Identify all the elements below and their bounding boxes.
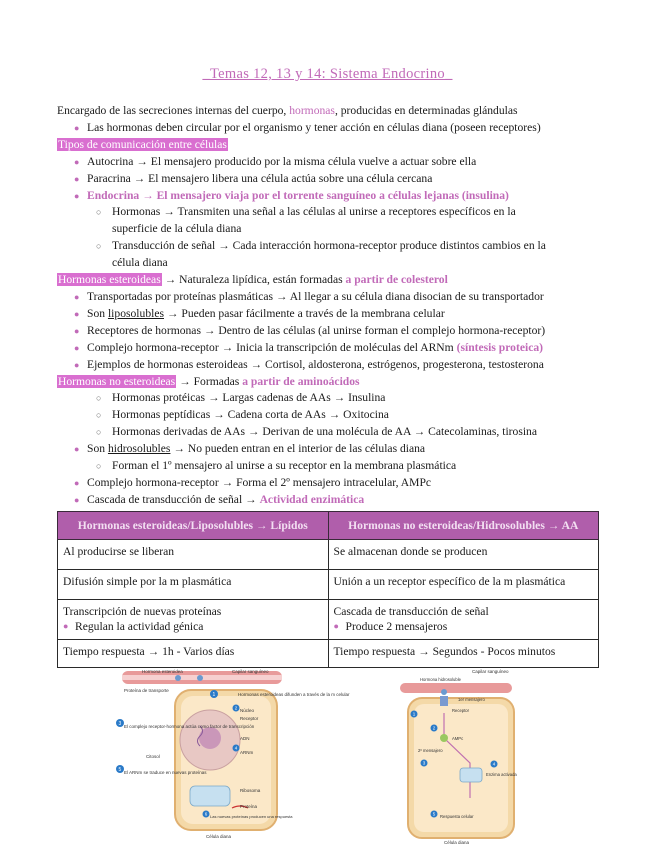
hollow-bullet-icon: ○	[96, 241, 102, 252]
list-item-text: Son	[87, 442, 108, 456]
list-item-text: Hormonas protéicas → Largas cadenas de AAs → Insulina	[112, 391, 386, 405]
list-item-text: Paracrina → El mensajero libera una célula actúa sobre una célula cercana	[87, 171, 433, 185]
list-item-text: Endocrina → El mensajero viaja por el torrente sanguíneo a células lejanas (insulina)	[87, 188, 509, 202]
step-number: 1	[412, 711, 416, 717]
intro-text: Encargado de las secreciones internas del cuerpo,	[57, 104, 290, 117]
heading-emph: a partir de colesterol	[345, 273, 448, 287]
fig1-label-proteina2: Proteína	[240, 804, 258, 809]
heading-text: Hormonas no esteroideas	[58, 374, 176, 388]
heading-emph: a partir de aminoácidos	[242, 374, 360, 388]
fig1-label-capilar: Capilar sanguíneo	[232, 669, 269, 674]
camp-dot	[440, 734, 448, 742]
intro-highlight: hormonas	[289, 104, 335, 117]
table-cell: Al producirse se liberan	[58, 540, 329, 570]
list-item-text: → Pueden pasar fácilmente a través de la membrana celular	[164, 306, 445, 320]
cell-cytoplasm	[414, 704, 508, 832]
fig2-label-top: Capilar sanguíneo	[472, 669, 509, 674]
cell-bullet-item	[334, 619, 594, 634]
fig1-label-adn: ADN	[240, 736, 250, 741]
table-cell: Difusión simple por la m plasmática	[58, 570, 329, 600]
hollow-bullet-icon: ○	[96, 427, 102, 438]
emph-text: Actividad enzimática	[259, 492, 365, 506]
hollow-bullet-icon: ○	[96, 393, 102, 404]
fig1-label-arnm-traduce: El ARNm se traduce en nuevas proteínas	[124, 770, 207, 775]
bullet-icon: ●	[74, 122, 80, 133]
step-number: 4	[234, 745, 238, 751]
bullet-icon: ●	[74, 477, 80, 488]
section-heading-steroid	[57, 272, 602, 289]
fig1-label-difunden: Hormonas esteroideas difunden a través de la m celular	[238, 692, 350, 697]
list-item-text: Transducción de señal → Cada interacción hormona-receptor produce distintos cambios en la	[112, 239, 546, 253]
step-number: 5	[118, 766, 122, 773]
table-cell: Se almacenan donde se producen	[328, 540, 599, 570]
list-item-text: Transportadas por proteínas plasmáticas → Al llegar a su célula diana disocian de su transportador	[87, 289, 544, 303]
fig2-label-celula: Célula diana	[444, 840, 470, 845]
fig2-label-ampc: AMPc	[452, 736, 464, 741]
section-heading-nonsteroid	[57, 374, 602, 391]
list-item-text: Autocrina → El mensajero producido por la misma célula vuelve a actuar sobre ella	[87, 154, 477, 168]
step-number: 1	[212, 691, 216, 698]
cell-text: Cascada de transducción de señal	[333, 605, 489, 618]
fig1-label-citosol: Citosol	[146, 754, 160, 759]
step-number: 4	[492, 761, 496, 767]
bullet-icon: ●	[74, 359, 80, 370]
list-item-text: Hormonas peptídicas → Cadena corta de AAs → Oxitocina	[112, 408, 389, 422]
step-number: 3	[422, 760, 426, 766]
fig1-label-hormona: Hormona esteroidea	[142, 669, 183, 674]
table-cell: Tiempo respuesta → Segundos - Pocos minutos	[328, 640, 599, 668]
section-heading-communication	[57, 137, 602, 154]
bullet-icon: ●	[74, 444, 80, 455]
bullet-icon: ●	[74, 342, 80, 353]
list-item-text: Son	[87, 306, 108, 320]
list-item	[57, 340, 602, 357]
bullet-icon: ●	[63, 621, 69, 631]
heading-desc: → Naturaleza lipídica, están formadas	[161, 273, 346, 287]
list-item-text: Receptores de hormonas → Dentro de las células (al unirse forman el complejo hormona-receptor)	[87, 323, 546, 337]
heading-desc: → Formadas	[176, 374, 243, 388]
fig1-label-complejo: El complejo receptor-hormona actúa como factor de transcripción	[124, 724, 255, 729]
table-header-cell: Hormonas no esteroideas/Hidrosolubles → AA	[328, 512, 599, 540]
underlined-term: liposolubles	[107, 306, 164, 320]
hollow-bullet-icon: ○	[96, 207, 102, 218]
cell-text: Regulan la actividad génica	[75, 620, 204, 633]
enzyme-shape	[460, 768, 482, 782]
bullet-icon: ●	[74, 173, 80, 184]
heading-text: Tipos de comunicación entre células	[58, 137, 227, 151]
capillary-shape	[400, 683, 512, 693]
comparison-table	[57, 511, 599, 668]
sub-list-item-cont	[57, 255, 602, 272]
intro-text-end: , producidas en determinadas glándulas	[334, 104, 518, 117]
list-item	[57, 289, 602, 306]
fig1-label-proteina: Proteína de transporte	[124, 688, 169, 693]
fig1-label-arnm: ARNm	[240, 750, 254, 755]
table-cell	[328, 600, 599, 640]
list-item-text: superficie de la célula diana	[112, 222, 242, 236]
fig1-label-respuesta: Las nuevas proteínas producen una respuesta	[210, 814, 293, 819]
bullet-icon: ●	[74, 494, 80, 505]
underlined-term: hidrosolubles	[107, 442, 171, 456]
bullet-icon: ●	[74, 156, 80, 167]
list-item-text: célula diana	[112, 256, 168, 270]
list-item	[57, 171, 602, 188]
hollow-bullet-icon: ○	[96, 410, 102, 421]
sub-list-item	[57, 390, 602, 407]
list-item-text: Complejo hormona-receptor → Forma el 2º mensajero intracelular, AMPc	[87, 475, 432, 489]
list-item-text: → No pueden entran en el interior de las células diana	[170, 442, 426, 456]
fig2-label-segundo: 2º mensajero	[418, 748, 443, 753]
sub-list-item	[57, 407, 602, 424]
receptor-shape	[440, 696, 448, 706]
sub-list-item-cont	[57, 221, 602, 238]
table-header-row	[58, 512, 599, 540]
step-number: 5	[432, 811, 436, 817]
fig1-label-ribosoma: Ribosoma	[240, 788, 261, 793]
sub-list-item	[57, 458, 602, 475]
cell-text: Produce 2 mensajeros	[345, 620, 448, 633]
list-item	[57, 120, 602, 137]
table-cell: Tiempo respuesta → 1h - Varios días	[58, 640, 329, 668]
table-header-cell: Hormonas esteroideas/Liposolubles → Lípidos	[58, 512, 329, 540]
table-cell	[58, 600, 329, 640]
hollow-bullet-icon: ○	[96, 461, 102, 472]
fig2-label-primer: 1er mensajero	[458, 697, 485, 702]
notes-body	[57, 103, 602, 509]
bullet-icon: ●	[74, 190, 80, 201]
intro-line	[57, 103, 602, 120]
page-title: _Temas 12, 13 y 14: Sistema Endocrino_	[202, 66, 453, 82]
step-number: 3	[118, 720, 122, 727]
list-item	[57, 323, 602, 340]
table-row	[58, 640, 599, 668]
bullet-icon: ●	[74, 308, 80, 319]
list-item	[57, 357, 602, 374]
list-item	[57, 188, 602, 205]
fig2-label-enzima: Enzima activada	[486, 772, 517, 777]
emph-text: (síntesis proteica)	[456, 340, 544, 354]
sub-list-item	[57, 238, 602, 255]
sub-list-item	[57, 204, 602, 221]
fig2-label-receptor: Receptor	[452, 708, 469, 713]
figures-area	[0, 668, 655, 848]
bullet-icon: ●	[333, 621, 339, 631]
step-number: 2	[234, 705, 238, 711]
list-item-text: Hormonas derivadas de AAs → Derivan de una molécula de AA → Catecolaminas, tirosina	[112, 425, 537, 439]
step-number: 6	[204, 811, 208, 817]
bullet-icon: ●	[74, 291, 80, 302]
fig1-label-receptor: Receptor	[240, 716, 259, 721]
fig1-label-nucleo: Núcleo	[240, 708, 255, 713]
list-item-text: Las hormonas deben circular por el organismo y tener acción en células diana (poseen receptores)	[87, 120, 541, 134]
list-item-text: Ejemplos de hormonas esteroideas → Cortisol, aldosterona, estrógenos, progesterona, testosterona	[87, 357, 544, 371]
fig2-label-hormona: Hormona hidrosoluble	[420, 677, 461, 682]
list-item-text: Hormonas → Transmiten una señal a las células al unirse a receptores específicos en la	[112, 205, 516, 219]
list-item	[57, 441, 602, 458]
sub-list-item	[57, 424, 602, 441]
table-row	[58, 570, 599, 600]
hormone-dot	[441, 689, 447, 695]
watersoluble-hormone-diagram	[400, 669, 517, 845]
list-item-text: Forman el 1º mensajero al unirse a su receptor en la membrana plasmática	[112, 459, 457, 473]
bullet-icon: ●	[74, 325, 80, 336]
fig2-label-respuesta: Respuesta celular	[440, 814, 474, 819]
table-row	[58, 600, 599, 640]
list-item	[57, 306, 602, 323]
cell-text: Transcripción de nuevas proteínas	[63, 605, 222, 618]
hormone-dot	[175, 675, 181, 681]
heading-text: Hormonas esteroideas	[58, 273, 161, 287]
cell-bullet-item	[63, 619, 323, 634]
list-item	[57, 154, 602, 171]
list-item	[57, 492, 602, 509]
table-cell: Unión a un receptor específico de la m plasmática	[328, 570, 599, 600]
fig1-label-celula: Célula diana	[206, 834, 232, 839]
list-item-text: Cascada de transducción de señal →	[87, 492, 260, 506]
hormone-dot	[197, 675, 203, 681]
list-item	[57, 475, 602, 492]
ribosome-shape	[190, 786, 230, 806]
steroid-hormone-diagram	[116, 669, 350, 839]
table-row	[58, 540, 599, 570]
step-number: 2	[432, 725, 436, 731]
list-item-text: Complejo hormona-receptor → Inicia la transcripción de moléculas del ARNm	[87, 340, 457, 354]
